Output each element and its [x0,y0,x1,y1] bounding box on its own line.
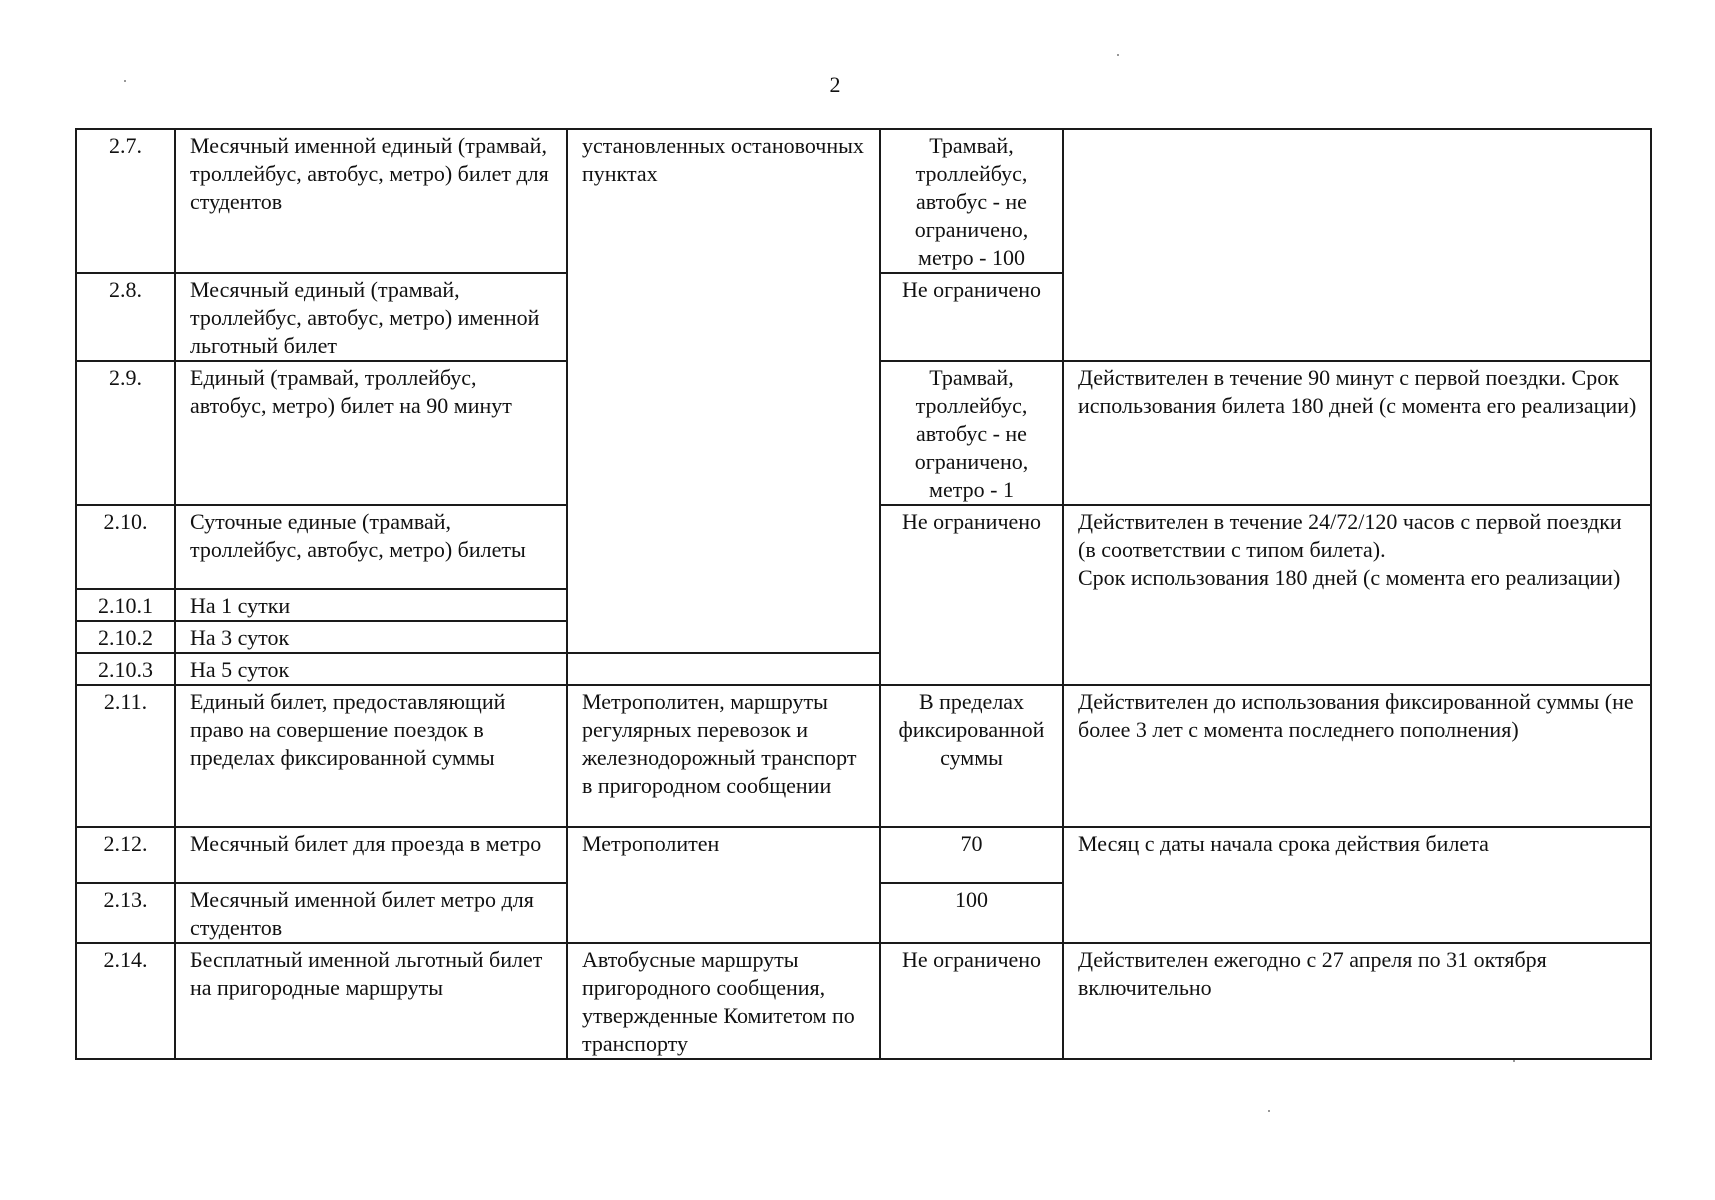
trip-limit-line: В пределах [918,689,1025,714]
ticket-name: Месячный именной единый (трамвай, троллейбус, автобус, метро) билет для студентов [175,129,567,273]
row-number: 2.7. [76,129,175,273]
trip-limit: Не ограничено [880,505,1063,685]
ticket-name: Бесплатный именной льготный билет на пригородные маршруты [175,943,567,1059]
row-number: 2.11. [76,685,175,827]
trip-limit: Не ограничено [880,943,1063,1059]
coverage-area: Автобусные маршруты пригородного сообщения, утвержденные Комитетом по транспорту [567,943,880,1059]
row-number: 2.10.3 [76,653,175,685]
row-number: 2.10.2 [76,621,175,653]
trip-limit: 100 [880,883,1063,943]
row-number: 2.12. [76,827,175,883]
row-number: 2.9. [76,361,175,505]
row-number: 2.8. [76,273,175,361]
table-row [76,685,1651,827]
ticket-name: На 1 сутки [175,589,567,621]
ticket-name: Месячный единый (трамвай, троллейбус, автобус, метро) именной льготный билет [175,273,567,361]
coverage-area: установленных остановочных пунктах [567,129,880,653]
tariff-table [75,128,1652,1060]
trip-limit-line: троллейбус, [915,161,1028,186]
trip-limit-line: метро - 100 [918,245,1025,270]
trip-limit: 70 [880,827,1063,883]
validity-line: Действителен в течение 24/72/120 часов с первой поездки (в соответствии с типом билета). [1078,509,1622,562]
row-number: 2.14. [76,943,175,1059]
trip-limit-line: Трамвай, [929,365,1014,390]
validity-line: Срок использования 180 дней (с момента его реализации) [1078,565,1621,590]
scan-speck [1117,54,1119,56]
validity-empty [1063,129,1651,361]
ticket-name: Единый билет, предоставляющий право на совершение поездок в пределах фиксированной суммы [175,685,567,827]
row-number: 2.10.1 [76,589,175,621]
ticket-name: Месячный именной билет метро для студентов [175,883,567,943]
trip-limit-line: фиксированной [898,717,1045,742]
ticket-name: Суточные единые (трамвай, троллейбус, автобус, метро) билеты [175,505,567,589]
ticket-name: Месячный билет для проезда в метро [175,827,567,883]
ticket-name: Единый (трамвай, троллейбус, автобус, метро) билет на 90 минут [175,361,567,505]
coverage-area: Метрополитен, маршруты регулярных перевозок и железнодорожный транспорт в пригородном сообщении [567,685,880,827]
validity: Действителен в течение 90 минут с первой поездки. Срок использования билета 180 дней (с момента его реализации) [1063,361,1651,505]
ticket-name: На 3 суток [175,621,567,653]
trip-limit-line: автобус - не [916,421,1027,446]
trip-limit-line: суммы [940,745,1003,770]
scan-speck [124,80,126,82]
coverage-area: Метрополитен [567,827,880,943]
validity: Действителен ежегодно с 27 апреля по 31 октября включительно [1063,943,1651,1059]
trip-limit-line: Трамвай, [929,133,1014,158]
table-row [76,943,1651,1059]
scan-speck [1513,1060,1515,1062]
table-row [76,129,1651,273]
trip-limit [880,685,1063,827]
trip-limit-line: ограничено, [914,449,1029,474]
validity [1063,505,1651,685]
trip-limit-line: автобус - не [916,189,1027,214]
table-row [76,827,1651,883]
trip-limit-line: троллейбус, [915,393,1028,418]
row-number: 2.10. [76,505,175,589]
validity: Действителен до использования фиксированной суммы (не более 3 лет с момента последнего пополнения) [1063,685,1651,827]
trip-limit [880,361,1063,505]
ticket-name: На 5 суток [175,653,567,685]
validity: Месяц с даты начала срока действия билета [1063,827,1651,943]
row-number: 2.13. [76,883,175,943]
trip-limit [880,129,1063,273]
trip-limit-line: метро - 1 [929,477,1014,502]
page-number: 2 [829,72,841,97]
trip-limit: Не ограничено [880,273,1063,361]
scan-speck [1268,1110,1270,1112]
trip-limit-line: ограничено, [914,217,1029,242]
